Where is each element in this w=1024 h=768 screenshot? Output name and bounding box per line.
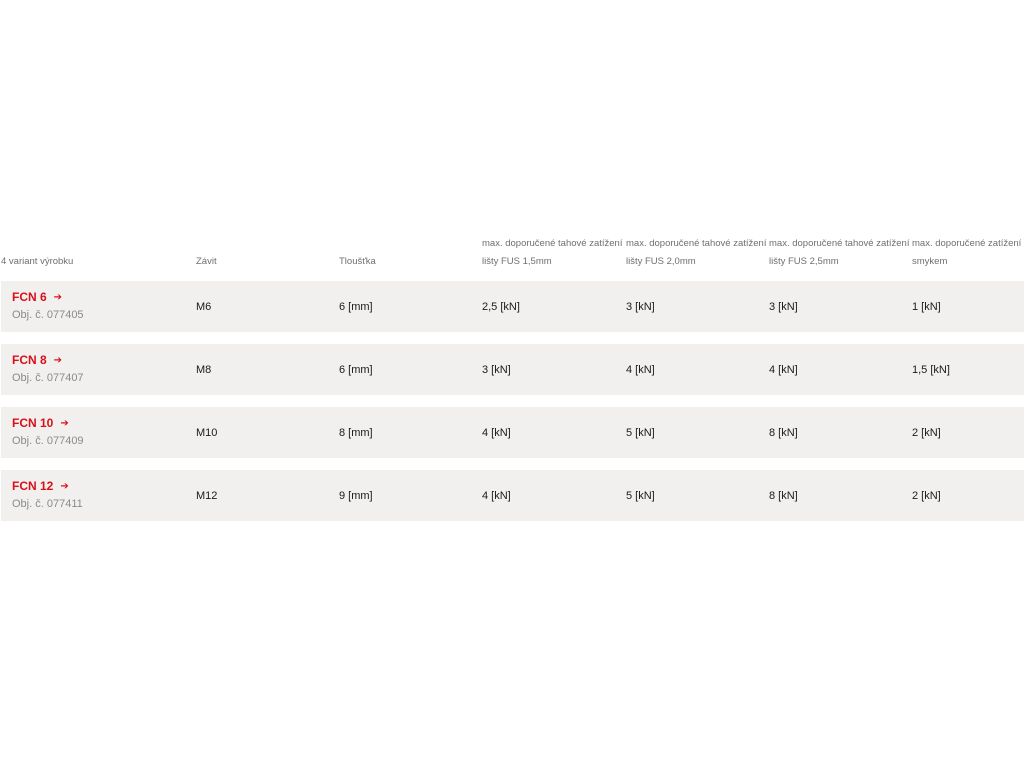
header-thickness: Tloušťka	[339, 256, 376, 267]
arrow-right-icon: ➔	[53, 291, 63, 303]
order-number: Obj. č. 077409	[12, 435, 84, 447]
load-fus-15-value: 4 [kN]	[482, 489, 511, 502]
product-link[interactable]	[12, 289, 84, 305]
header-load-fus-20: max. doporučené tahové zatížení lišty FUS 2,0mm	[626, 238, 767, 267]
thickness-value: 9 [mm]	[339, 489, 373, 502]
load-fus-25-value: 8 [kN]	[769, 426, 798, 439]
product-cell	[12, 289, 84, 321]
product-name: FCN 12	[12, 479, 54, 493]
shear-load-value: 1 [kN]	[912, 300, 941, 313]
arrow-right-icon: ➔	[60, 417, 69, 429]
load-fus-15-value: 3 [kN]	[482, 363, 511, 376]
product-name: FCN 10	[12, 416, 54, 430]
arrow-right-icon: ➔	[60, 480, 69, 492]
header-thread: Závit	[196, 256, 217, 267]
product-cell	[12, 478, 83, 510]
load-fus-20-value: 5 [kN]	[626, 489, 655, 502]
product-link[interactable]	[12, 352, 84, 368]
load-fus-25-value: 8 [kN]	[769, 489, 798, 502]
product-link[interactable]	[12, 415, 84, 431]
thread-value: M10	[196, 426, 218, 439]
load-fus-20-value: 5 [kN]	[626, 426, 655, 439]
thread-value: M12	[196, 489, 218, 502]
order-number: Obj. č. 077407	[12, 372, 84, 384]
load-fus-15-value: 2,5 [kN]	[482, 300, 520, 313]
load-fus-15-value: 4 [kN]	[482, 426, 511, 439]
thread-value: M8	[196, 363, 212, 376]
load-fus-25-value: 4 [kN]	[769, 363, 798, 376]
shear-load-value: 2 [kN]	[912, 426, 941, 439]
table-row	[1, 407, 1024, 458]
product-link[interactable]	[12, 478, 83, 494]
thickness-value: 6 [mm]	[339, 363, 373, 376]
header-load-fus-25: max. doporučené tahové zatížení lišty FUS 2,5mm	[769, 238, 910, 267]
thickness-value: 8 [mm]	[339, 426, 373, 439]
table-header	[1, 240, 1024, 276]
order-number: Obj. č. 077411	[12, 498, 83, 510]
shear-load-value: 2 [kN]	[912, 489, 941, 502]
thickness-value: 6 [mm]	[339, 300, 373, 313]
order-number: Obj. č. 077405	[12, 309, 84, 321]
load-fus-20-value: 3 [kN]	[626, 300, 655, 313]
load-fus-25-value: 3 [kN]	[769, 300, 798, 313]
product-variants-table	[1, 240, 1024, 521]
header-load-fus-15: max. doporučené tahové zatížení lišty FUS 1,5mm	[482, 238, 623, 267]
product-name: FCN 8	[12, 353, 47, 367]
shear-load-value: 1,5 [kN]	[912, 363, 950, 376]
header-variant: 4 variant výrobku	[1, 256, 74, 267]
table-row	[1, 344, 1024, 395]
table-row	[1, 281, 1024, 332]
arrow-right-icon: ➔	[53, 354, 63, 366]
thread-value: M6	[196, 300, 212, 313]
header-shear-load: max. doporučené zatížení smykem	[912, 238, 1022, 267]
table-row	[1, 470, 1024, 521]
load-fus-20-value: 4 [kN]	[626, 363, 655, 376]
product-name: FCN 6	[12, 290, 47, 304]
product-cell	[12, 352, 84, 384]
product-cell	[12, 415, 84, 447]
